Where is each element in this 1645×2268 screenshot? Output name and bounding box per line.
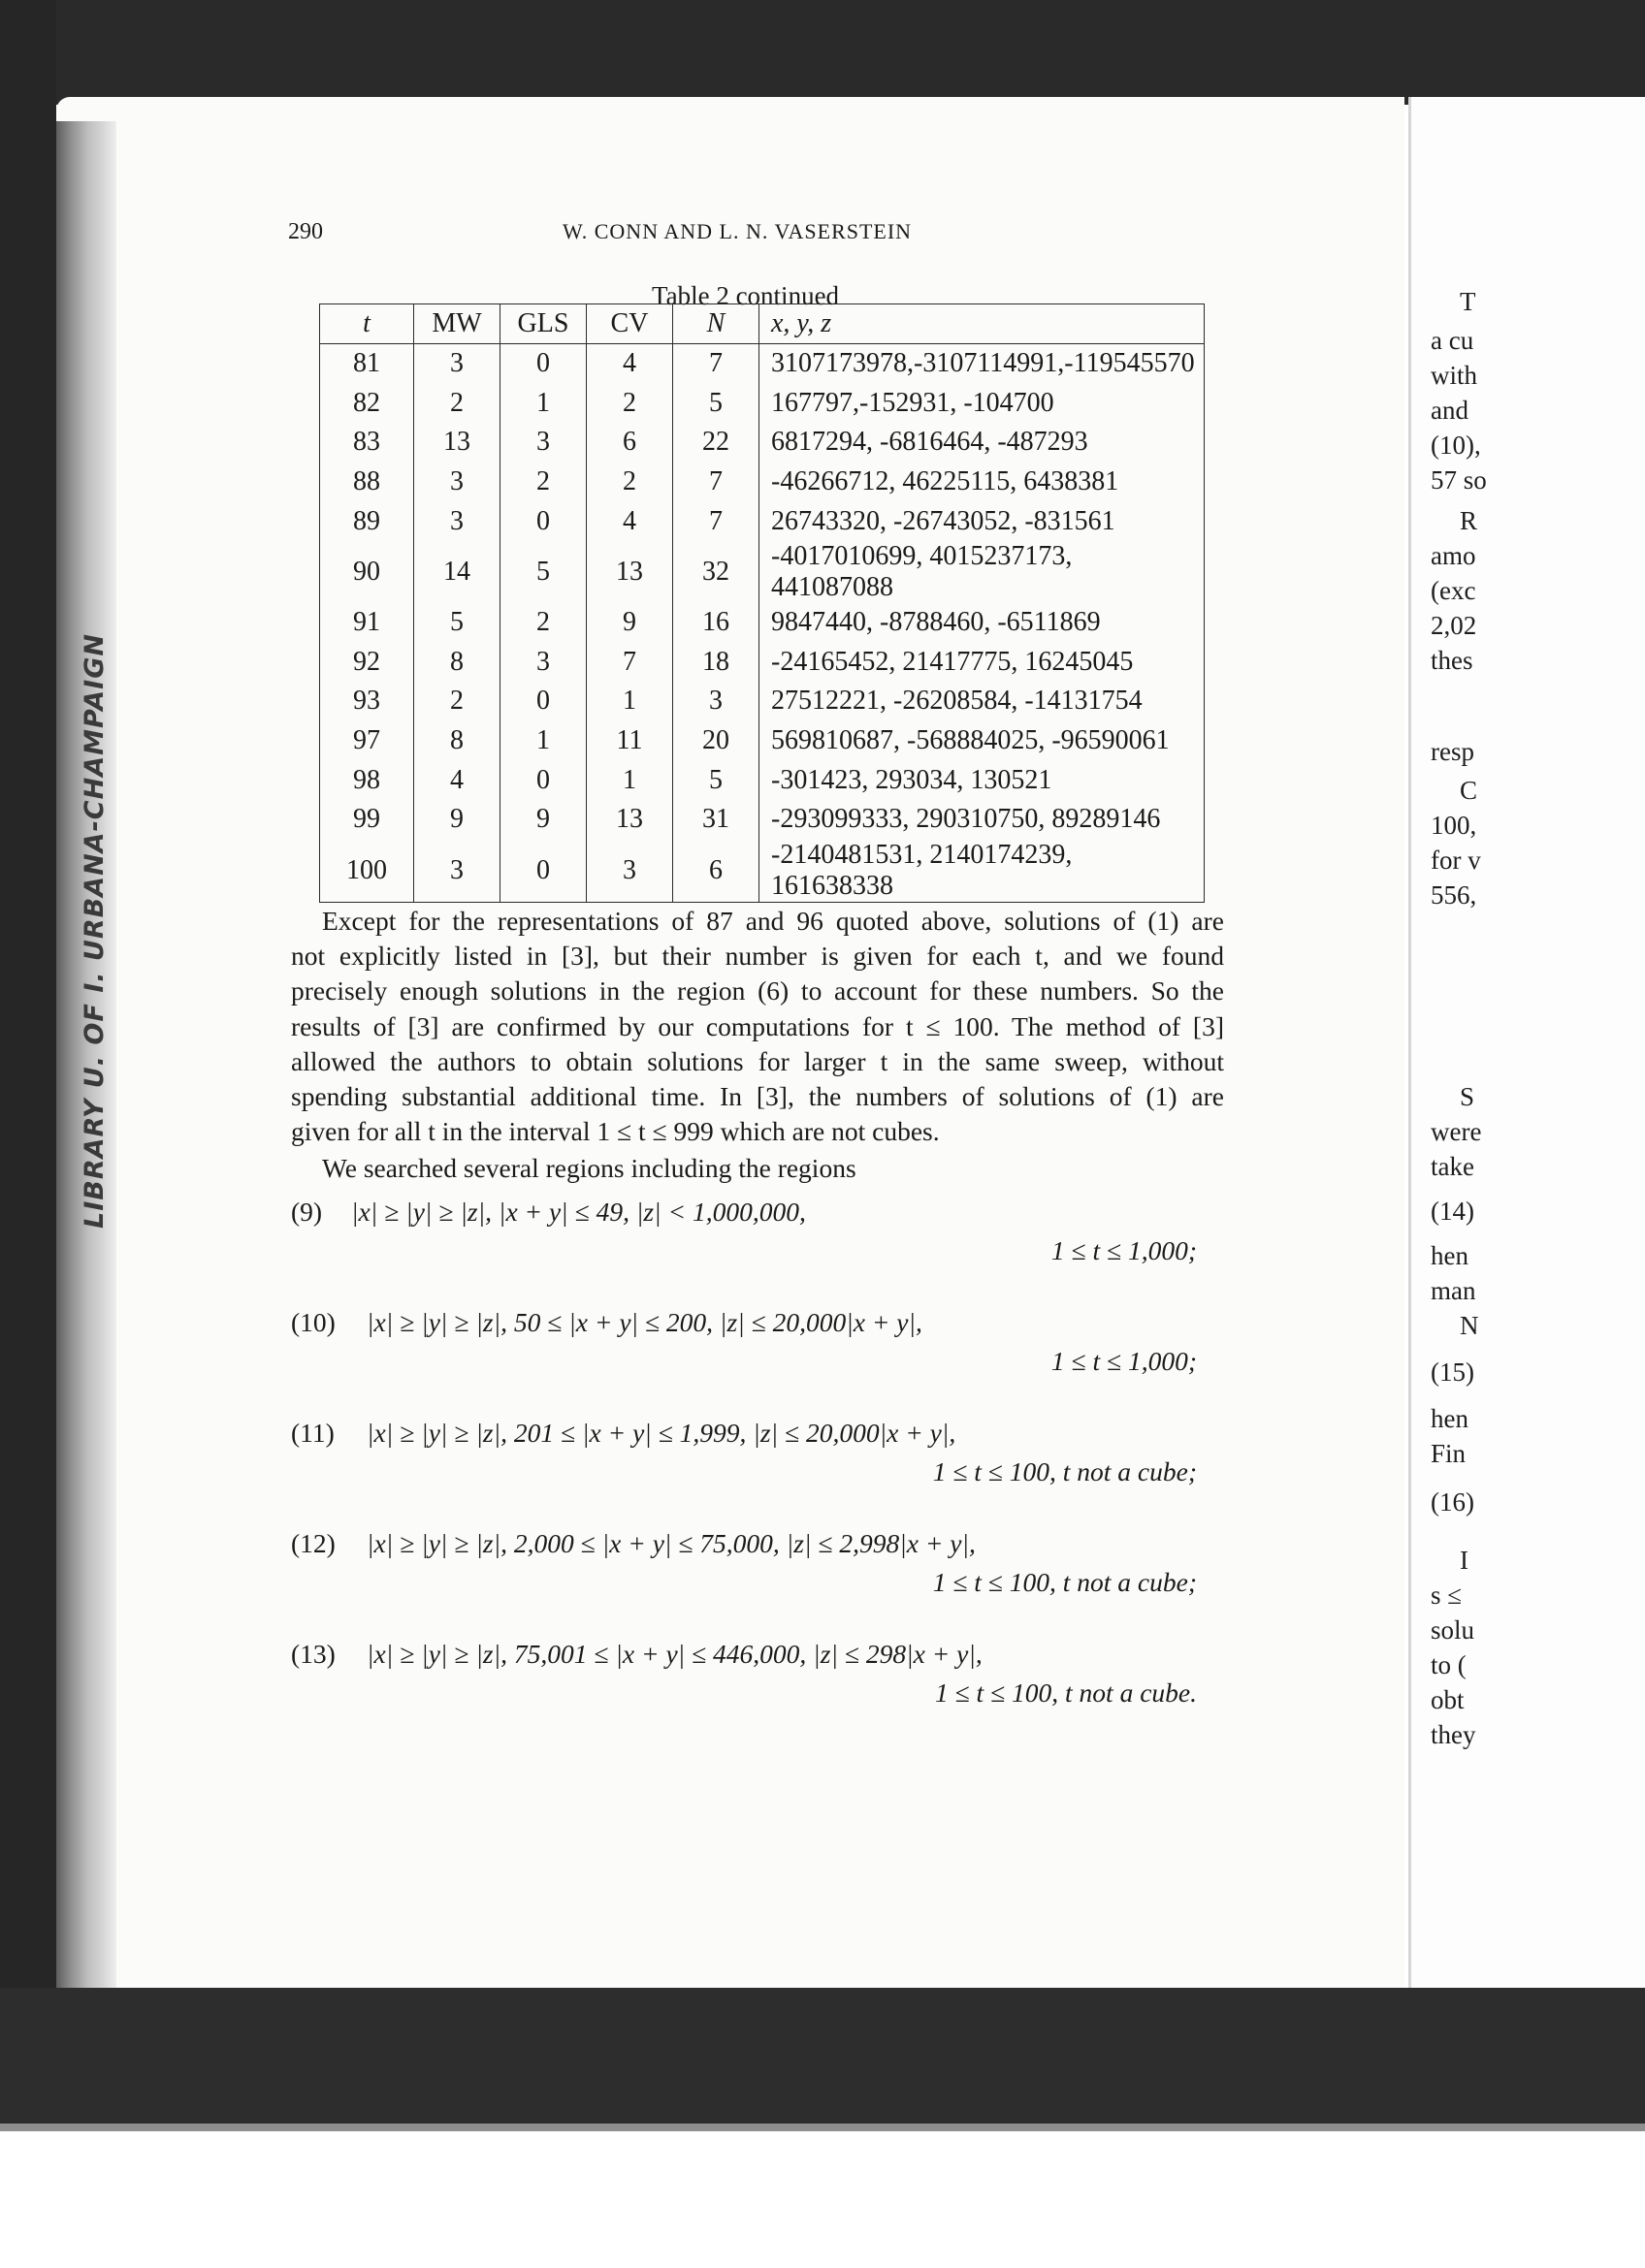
facing-page-text: with bbox=[1431, 361, 1478, 390]
count-cell: 1 bbox=[587, 760, 673, 800]
table-row bbox=[320, 682, 1205, 721]
count-cell: 2 bbox=[500, 603, 587, 643]
facing-page-text: solu bbox=[1431, 1615, 1475, 1645]
count-cell: 0 bbox=[500, 344, 587, 384]
page-number: 290 bbox=[288, 219, 323, 244]
paragraph-line: spending substantial additional time. In [3], the numbers of solutions of (1) are bbox=[291, 1081, 1224, 1112]
table-row bbox=[320, 643, 1205, 683]
table-row bbox=[320, 344, 1205, 384]
equation-block bbox=[291, 1639, 1212, 1716]
column-header: MW bbox=[414, 304, 500, 344]
facing-page-text: a cu bbox=[1431, 326, 1474, 355]
count-cell: 3 bbox=[414, 501, 500, 541]
facing-page-text: N bbox=[1460, 1311, 1479, 1340]
count-cell: 18 bbox=[673, 643, 759, 683]
column-header: GLS bbox=[500, 304, 587, 344]
facing-page-text: (10), bbox=[1431, 431, 1481, 460]
count-cell: 89 bbox=[320, 501, 414, 541]
paragraph-2 bbox=[291, 1151, 1224, 1186]
paragraph-line: given for all t in the interval 1 ≤ t ≤ 999 which are not cubes. bbox=[291, 1116, 940, 1147]
facing-page-text: (exc bbox=[1431, 576, 1476, 605]
table-header-row bbox=[320, 304, 1205, 344]
count-cell: 99 bbox=[320, 800, 414, 840]
paragraph-line: not explicitly listed in [3], but their number is given for each t, and we found bbox=[291, 941, 1224, 972]
table-row bbox=[320, 800, 1205, 840]
facing-page-text: T bbox=[1460, 287, 1476, 316]
solution-cell: 26743320, -26743052, -831561 bbox=[759, 501, 1205, 541]
count-cell: 81 bbox=[320, 344, 414, 384]
column-header: x, y, z bbox=[759, 304, 1205, 344]
table-row bbox=[320, 501, 1205, 541]
count-cell: 14 bbox=[414, 541, 500, 603]
facing-page-text: they bbox=[1431, 1720, 1476, 1749]
results-table bbox=[319, 303, 1205, 903]
count-cell: 13 bbox=[587, 800, 673, 840]
count-cell: 1 bbox=[500, 384, 587, 424]
solution-cell: 3107173978,-3107114991,-119545570 bbox=[759, 344, 1205, 384]
facing-page-text: resp bbox=[1431, 737, 1474, 766]
count-cell: 2 bbox=[414, 384, 500, 424]
count-cell: 0 bbox=[500, 760, 587, 800]
count-cell: 0 bbox=[500, 501, 587, 541]
table-row bbox=[320, 760, 1205, 800]
count-cell: 9 bbox=[500, 800, 587, 840]
count-cell: 5 bbox=[673, 760, 759, 800]
solution-cell: -301423, 293034, 130521 bbox=[759, 760, 1205, 800]
scan-edge bbox=[0, 2124, 1645, 2131]
equation-condition: 1 ≤ t ≤ 100, t not a cube; bbox=[932, 1567, 1197, 1597]
count-cell: 82 bbox=[320, 384, 414, 424]
count-cell: 7 bbox=[673, 463, 759, 502]
equation-condition: 1 ≤ t ≤ 100, t not a cube. bbox=[934, 1677, 1197, 1708]
equation-region: |x| ≥ |y| ≥ |z|, 2,000 ≤ |x + y| ≤ 75,000, |z| ≤ 2,998|x + y|, bbox=[367, 1528, 976, 1558]
column-header: t bbox=[320, 304, 414, 344]
count-cell: 4 bbox=[587, 344, 673, 384]
equation-number: (10) bbox=[291, 1307, 336, 1337]
facing-page-text: 57 so bbox=[1431, 465, 1487, 495]
paragraph-1 bbox=[291, 904, 1224, 1149]
paragraph-line: results of [3] are confirmed by our computations for t ≤ 100. The method of [3] bbox=[291, 1010, 1224, 1041]
count-cell: 3 bbox=[414, 840, 500, 903]
equation-number: (9) bbox=[291, 1197, 323, 1227]
equation-block bbox=[291, 1528, 1212, 1606]
table-row bbox=[320, 384, 1205, 424]
solution-cell: 167797,-152931, -104700 bbox=[759, 384, 1205, 424]
count-cell: 88 bbox=[320, 463, 414, 502]
facing-page-text: take bbox=[1431, 1152, 1474, 1181]
facing-page-text: thes bbox=[1431, 646, 1473, 675]
facing-page-text: for v bbox=[1431, 846, 1481, 875]
facing-page-text: I bbox=[1460, 1546, 1468, 1575]
solution-cell: 9847440, -8788460, -6511869 bbox=[759, 603, 1205, 643]
table-row bbox=[320, 721, 1205, 761]
count-cell: 6 bbox=[587, 423, 673, 463]
count-cell: 31 bbox=[673, 800, 759, 840]
solution-cell: -4017010699, 4015237173, 441087088 bbox=[759, 541, 1205, 603]
solution-cell: -24165452, 21417775, 16245045 bbox=[759, 643, 1205, 683]
scan-background-left bbox=[0, 0, 56, 2124]
facing-page-text: 556, bbox=[1431, 880, 1477, 910]
count-cell: 83 bbox=[320, 423, 414, 463]
count-cell: 7 bbox=[587, 643, 673, 683]
count-cell: 1 bbox=[587, 682, 673, 721]
count-cell: 5 bbox=[414, 603, 500, 643]
facing-page-text: R bbox=[1460, 506, 1478, 535]
count-cell: 9 bbox=[587, 603, 673, 643]
facing-page-text: to ( bbox=[1431, 1650, 1467, 1679]
solution-cell: 569810687, -568884025, -96590061 bbox=[759, 721, 1205, 761]
count-cell: 93 bbox=[320, 682, 414, 721]
count-cell: 32 bbox=[673, 541, 759, 603]
table-row bbox=[320, 423, 1205, 463]
facing-page-text: 2,02 bbox=[1431, 611, 1477, 640]
library-stamp: LIBRARY U. OF I. URBANA-CHAMPAIGN bbox=[80, 633, 110, 1229]
paragraph-line: Except for the representations of 87 and 96 quoted above, solutions of (1) are bbox=[322, 906, 1224, 936]
count-cell: 8 bbox=[414, 643, 500, 683]
paragraph-line: allowed the authors to obtain solutions for larger t in the same sweep, without bbox=[291, 1045, 1224, 1076]
equation-block bbox=[291, 1307, 1212, 1385]
count-cell: 2 bbox=[587, 384, 673, 424]
equation-number: (11) bbox=[291, 1418, 335, 1448]
count-cell: 11 bbox=[587, 721, 673, 761]
count-cell: 13 bbox=[587, 541, 673, 603]
equation-block bbox=[291, 1197, 1212, 1274]
count-cell: 92 bbox=[320, 643, 414, 683]
column-header: CV bbox=[587, 304, 673, 344]
facing-page-text: Fin bbox=[1431, 1439, 1467, 1468]
count-cell: 9 bbox=[414, 800, 500, 840]
facing-page-text: 100, bbox=[1431, 811, 1477, 840]
count-cell: 1 bbox=[500, 721, 587, 761]
paragraph-line: We searched several regions including the regions bbox=[322, 1153, 856, 1183]
table-row bbox=[320, 541, 1205, 603]
facing-page-text: (14) bbox=[1431, 1197, 1474, 1226]
count-cell: 8 bbox=[414, 721, 500, 761]
solution-cell: 27512221, -26208584, -14131754 bbox=[759, 682, 1205, 721]
solution-cell: -46266712, 46225115, 6438381 bbox=[759, 463, 1205, 502]
solution-cell: -293099333, 290310750, 89289146 bbox=[759, 800, 1205, 840]
solution-cell: 6817294, -6816464, -487293 bbox=[759, 423, 1205, 463]
table-row bbox=[320, 840, 1205, 903]
solution-cell: -2140481531, 2140174239, 161638338 bbox=[759, 840, 1205, 903]
count-cell: 90 bbox=[320, 541, 414, 603]
count-cell: 3 bbox=[500, 423, 587, 463]
running-head: W. CONN AND L. N. VASERSTEIN bbox=[563, 219, 913, 243]
facing-page bbox=[1408, 97, 1645, 1988]
count-cell: 3 bbox=[414, 463, 500, 502]
facing-page-text: obt bbox=[1431, 1685, 1465, 1714]
facing-page-text: were bbox=[1431, 1117, 1482, 1146]
facing-page-text: amo bbox=[1431, 541, 1476, 570]
table-caption: Table 2 continued bbox=[652, 281, 840, 310]
count-cell: 5 bbox=[673, 384, 759, 424]
equation-condition: 1 ≤ t ≤ 1,000; bbox=[1050, 1346, 1197, 1376]
table-row bbox=[320, 603, 1205, 643]
count-cell: 7 bbox=[673, 501, 759, 541]
count-cell: 2 bbox=[414, 682, 500, 721]
count-cell: 91 bbox=[320, 603, 414, 643]
facing-page-text: (16) bbox=[1431, 1487, 1474, 1517]
count-cell: 16 bbox=[673, 603, 759, 643]
count-cell: 3 bbox=[673, 682, 759, 721]
facing-page-text: and bbox=[1431, 396, 1468, 425]
count-cell: 2 bbox=[500, 463, 587, 502]
count-cell: 2 bbox=[587, 463, 673, 502]
facing-page-text: s ≤ bbox=[1431, 1581, 1463, 1610]
facing-page-text: hen bbox=[1431, 1404, 1468, 1433]
count-cell: 3 bbox=[414, 344, 500, 384]
count-cell: 100 bbox=[320, 840, 414, 903]
count-cell: 3 bbox=[587, 840, 673, 903]
equation-block bbox=[291, 1418, 1212, 1495]
count-cell: 5 bbox=[500, 541, 587, 603]
count-cell: 6 bbox=[673, 840, 759, 903]
count-cell: 3 bbox=[500, 643, 587, 683]
facing-page-text: C bbox=[1460, 776, 1478, 805]
count-cell: 0 bbox=[500, 840, 587, 903]
equation-number: (13) bbox=[291, 1639, 336, 1669]
equation-region: |x| ≥ |y| ≥ |z|, 201 ≤ |x + y| ≤ 1,999, |z| ≤ 20,000|x + y|, bbox=[367, 1418, 956, 1448]
count-cell: 4 bbox=[414, 760, 500, 800]
scan-background-bottom bbox=[0, 1988, 1645, 2124]
column-header: N bbox=[673, 304, 759, 344]
facing-page-text: S bbox=[1460, 1082, 1475, 1111]
facing-page-text: (15) bbox=[1431, 1358, 1474, 1387]
count-cell: 97 bbox=[320, 721, 414, 761]
count-cell: 4 bbox=[587, 501, 673, 541]
count-cell: 20 bbox=[673, 721, 759, 761]
paragraph-line: precisely enough solutions in the region (6) to account for these numbers. So the bbox=[291, 975, 1224, 1006]
count-cell: 22 bbox=[673, 423, 759, 463]
facing-page-text: hen bbox=[1431, 1241, 1468, 1270]
equation-number: (12) bbox=[291, 1528, 336, 1558]
table-row bbox=[320, 463, 1205, 502]
count-cell: 13 bbox=[414, 423, 500, 463]
equation-condition: 1 ≤ t ≤ 1,000; bbox=[1050, 1235, 1197, 1265]
count-cell: 0 bbox=[500, 682, 587, 721]
scan-background-top bbox=[0, 0, 1645, 105]
count-cell: 7 bbox=[673, 344, 759, 384]
equation-condition: 1 ≤ t ≤ 100, t not a cube; bbox=[932, 1456, 1197, 1486]
facing-page-text: man bbox=[1431, 1276, 1476, 1305]
equation-region: |x| ≥ |y| ≥ |z|, 50 ≤ |x + y| ≤ 200, |z| ≤ 20,000|x + y|, bbox=[367, 1307, 922, 1337]
count-cell: 98 bbox=[320, 760, 414, 800]
equation-region: |x| ≥ |y| ≥ |z|, 75,001 ≤ |x + y| ≤ 446,000, |z| ≤ 298|x + y|, bbox=[367, 1639, 983, 1669]
equation-region: |x| ≥ |y| ≥ |z|, |x + y| ≤ 49, |z| < 1,000,000, bbox=[351, 1197, 806, 1227]
